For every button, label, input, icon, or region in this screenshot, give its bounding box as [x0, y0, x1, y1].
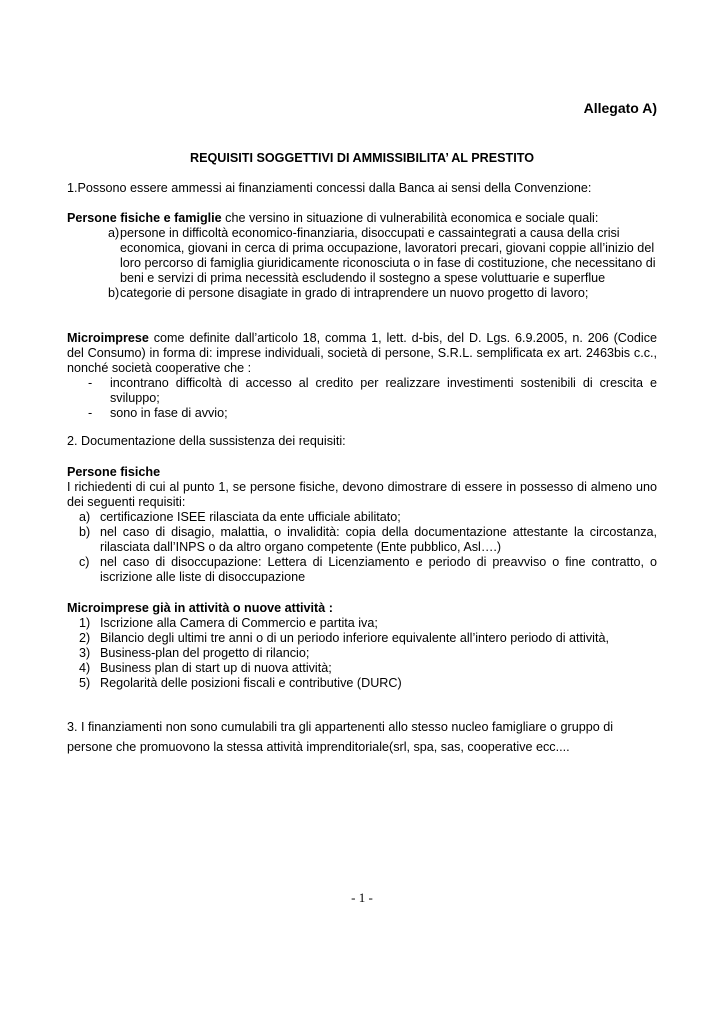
persone-fisiche-famiglie-block: [67, 211, 657, 301]
microimprese-attivita-list: [67, 616, 657, 691]
persone-paragraph: [67, 211, 657, 226]
microimprese-text: come definite dall’articolo 18, comma 1, lett. d-bis, del D. Lgs. 6.9.2005, n. 206 (Codice del Consumo) in forma di: imprese individuali, società di persone, S.R.L. semplificata ex art. 2463bis c.c., nonché società cooperative che :: [67, 331, 657, 375]
list-item: [67, 376, 657, 406]
list-item: [67, 555, 657, 585]
list-item-text: Business-plan del progetto di rilancio;: [100, 646, 310, 660]
annex-label: Allegato A): [583, 100, 657, 116]
list-marker: b): [79, 525, 91, 539]
section3-text: 3. I finanziamenti non sono cumulabili tra gli appartenenti allo stesso nucleo famigliare o gruppo di persone che promuovono la stessa attività imprenditoriale(srl, spa, sas, cooperative ecc....: [67, 720, 614, 754]
list-item-text: certificazione ISEE rilasciata da ente ufficiale abilitato;: [100, 510, 401, 524]
list-item-text: nel caso di disagio, malattia, o invalidità: copia della documentazione attestante la circostanza, rilasciata dall’INPS o da altro organo competente (Ente pubblico, Asl….): [100, 525, 657, 554]
microimprese-heading: Microimprese: [67, 331, 149, 345]
list-item: [67, 676, 657, 691]
page-number: - 1 -: [351, 890, 373, 905]
list-item: [67, 226, 657, 286]
list-item: [67, 510, 657, 525]
list-marker: -: [88, 376, 93, 390]
list-item-text: Business plan di start up di nuova attività;: [100, 661, 332, 675]
persone-list: [67, 226, 657, 301]
microimprese-block: [67, 331, 657, 421]
list-item: [67, 646, 657, 661]
list-marker: 3): [79, 646, 91, 660]
document-title: REQUISITI SOGGETTIVI DI AMMISSIBILITA’ AL PRESTITO: [189, 151, 535, 165]
list-marker: 1): [79, 616, 91, 630]
list-item: [67, 286, 657, 301]
list-item-text: Iscrizione alla Camera di Commercio e partita iva;: [100, 616, 378, 630]
list-item: [67, 525, 657, 555]
list-item-text: Bilancio degli ultimi tre anni o di un periodo inferiore equivalente all’intero periodo di attività,: [100, 631, 609, 645]
fisiche-heading: [67, 465, 657, 480]
list-item: [67, 631, 657, 646]
persone-text: che versino in situazione di vulnerabilità economica e sociale quali:: [221, 211, 599, 225]
microimprese-paragraph: [67, 331, 657, 376]
microimprese-attivita-heading: [67, 601, 657, 616]
list-marker: c): [79, 555, 90, 569]
section1-intro: 1.Possono essere ammessi ai finanziamenti concessi dalla Banca ai sensi della Convenzione:: [67, 181, 592, 195]
list-marker: a): [108, 226, 120, 240]
list-marker: 2): [79, 631, 91, 645]
list-item: [67, 661, 657, 676]
fisiche-heading-text: Persone fisiche: [67, 465, 161, 479]
list-marker: -: [88, 406, 93, 420]
list-item-text: nel caso di disoccupazione: Lettera di Licenziamento e periodo di preavviso o fine contratto, o iscrizione alle liste di disoccupazione: [100, 555, 657, 584]
list-marker: b): [108, 286, 120, 300]
fisiche-text: I richiedenti di cui al punto 1, se persone fisiche, devono dimostrare di essere in possesso di almeno uno dei seguenti requisiti:: [67, 480, 657, 509]
list-item-text: sono in fase di avvio;: [110, 406, 228, 420]
section2-heading: 2. Documentazione della sussistenza dei requisiti:: [67, 434, 346, 448]
list-marker: a): [79, 510, 91, 524]
list-item-text: Regolarità delle posizioni fiscali e contributive (DURC): [100, 676, 402, 690]
persone-heading: Persone fisiche e famiglie: [67, 211, 222, 225]
microimprese-attivita-block: [67, 601, 657, 691]
list-item: [67, 616, 657, 631]
fisiche-list: [67, 510, 657, 585]
list-marker: 5): [79, 676, 91, 690]
list-marker: 4): [79, 661, 91, 675]
list-item-text: categorie di persone disagiate in grado di intraprendere un nuovo progetto di lavoro;: [120, 286, 589, 300]
list-item-text: incontrano difficoltà di accesso al credito per realizzare investimenti sostenibili di crescita e sviluppo;: [110, 376, 657, 405]
microimprese-list: [67, 376, 657, 421]
persone-fisiche-block: [67, 465, 657, 585]
list-item-text: persone in difficoltà economico-finanziaria, disoccupati e cassaintegrati a causa della crisi economica, giovani in cerca di prima occupazione, lavoratori precari, giovani coppie all’inizio del loro percorso di famiglia giuridicamente riconosciuta o in fase di costituzione, che necessitano di beni e servizi di prima necessità escludendo il sostegno a spese voluttuarie e superflue: [120, 226, 656, 285]
list-item: [67, 406, 657, 421]
microimprese-attivita-heading-text: Microimprese già in attività o nuove attività :: [67, 601, 333, 615]
